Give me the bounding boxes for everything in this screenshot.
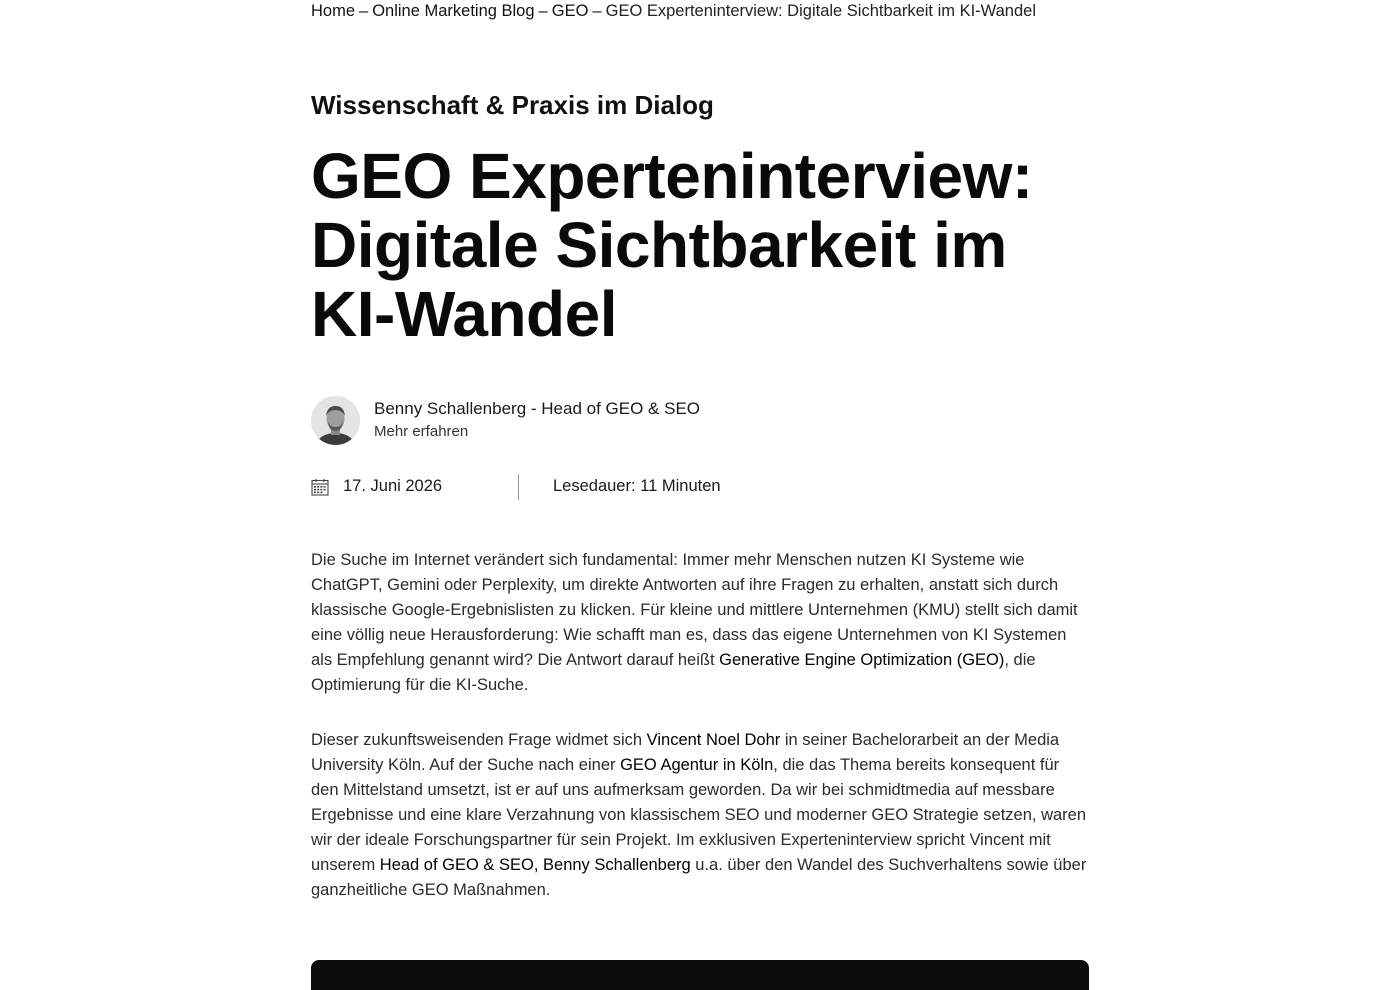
intro-paragraph bbox=[311, 548, 1089, 698]
author-box bbox=[311, 396, 811, 446]
author-more-link[interactable]: Mehr erfahren bbox=[374, 423, 469, 440]
context-paragraph bbox=[311, 728, 1089, 903]
meta-divider bbox=[518, 474, 519, 500]
breadcrumb-separator: – bbox=[538, 2, 548, 20]
article-kicker: Wissenschaft & Praxis im Dialog bbox=[311, 90, 714, 120]
publish-date: 17. Juni 2026 bbox=[343, 477, 443, 495]
author-name: Benny Schallenberg - Head of GEO & SEO bbox=[374, 399, 701, 418]
page-title: GEO Experteninterview: Digitale Sichtbarkeit im KI-Wandel bbox=[311, 140, 1033, 350]
breadcrumb-geo-link[interactable]: GEO bbox=[551, 2, 589, 20]
author-avatar[interactable] bbox=[311, 396, 360, 445]
person-avatar-icon bbox=[311, 396, 360, 445]
paragraph-text: u.a. über den Wandel des Suchverhaltens sowie über ganzheitliche GEO Maßnahmen. bbox=[311, 856, 1087, 899]
geo-definition-link[interactable]: Generative Engine Optimization (GEO) bbox=[719, 651, 1005, 669]
geo-agentur-koeln-link[interactable]: GEO Agentur in Köln bbox=[620, 756, 774, 774]
breadcrumb-separator: – bbox=[359, 2, 369, 20]
paragraph-text: Dieser zukunftsweisenden Frage widmet sich bbox=[311, 731, 647, 749]
breadcrumb-current: GEO Experteninterview: Digitale Sichtbarkeit im KI-Wandel bbox=[605, 2, 1036, 20]
media-block bbox=[311, 960, 1089, 990]
breadcrumb bbox=[311, 0, 1036, 22]
breadcrumb-home-link[interactable]: Home bbox=[311, 2, 356, 20]
breadcrumb-separator: – bbox=[592, 2, 602, 20]
article-meta bbox=[311, 472, 811, 500]
head-of-geo-link[interactable]: Head of GEO & SEO, Benny Schallenberg bbox=[379, 856, 691, 874]
reading-time: Lesedauer: 11 Minuten bbox=[553, 477, 721, 495]
vincent-dohr-link[interactable]: Vincent Noel Dohr bbox=[646, 731, 781, 749]
paragraph-text: , die Optimierung für die KI-Suche. bbox=[311, 651, 1036, 694]
paragraph-text: Die Suche im Internet verändert sich fundamental: Immer mehr Menschen nutzen KI Systeme wie ChatGPT, Gemini oder Perplexity, um direkte Antworten auf ihre Fragen zu erhalten, anstatt sich durch klassische Google-Ergebnislisten zu klicken. Für kleine und mittlere Unternehmen (KMU) stellt sich damit eine völlig neue Herausforderung: Wie schafft man es, dass das eigene Unternehmen von KI Systemen als Empfehlung genannt wird? Die Antwort darauf heißt bbox=[311, 551, 1078, 669]
paragraph-text: in seiner Bachelorarbeit an der Media University Köln. Auf der Suche nach einer bbox=[311, 731, 1060, 774]
breadcrumb-blog-link[interactable]: Online Marketing Blog bbox=[372, 2, 535, 20]
paragraph-text: , die das Thema bereits konsequent für den Mittelstand umsetzt, ist er auf uns aufmerksam geworden. Da wir bei schmidtmedia auf messbare Ergebnisse und eine klare Verzahnung von klassischem SEO und moderner GEO Strategie setzen, waren wir der ideale Forschungspartner für sein Projekt. Im exklusiven Experteninterview spricht Vincent mit unserem bbox=[311, 756, 1087, 874]
calendar-icon bbox=[311, 478, 329, 496]
